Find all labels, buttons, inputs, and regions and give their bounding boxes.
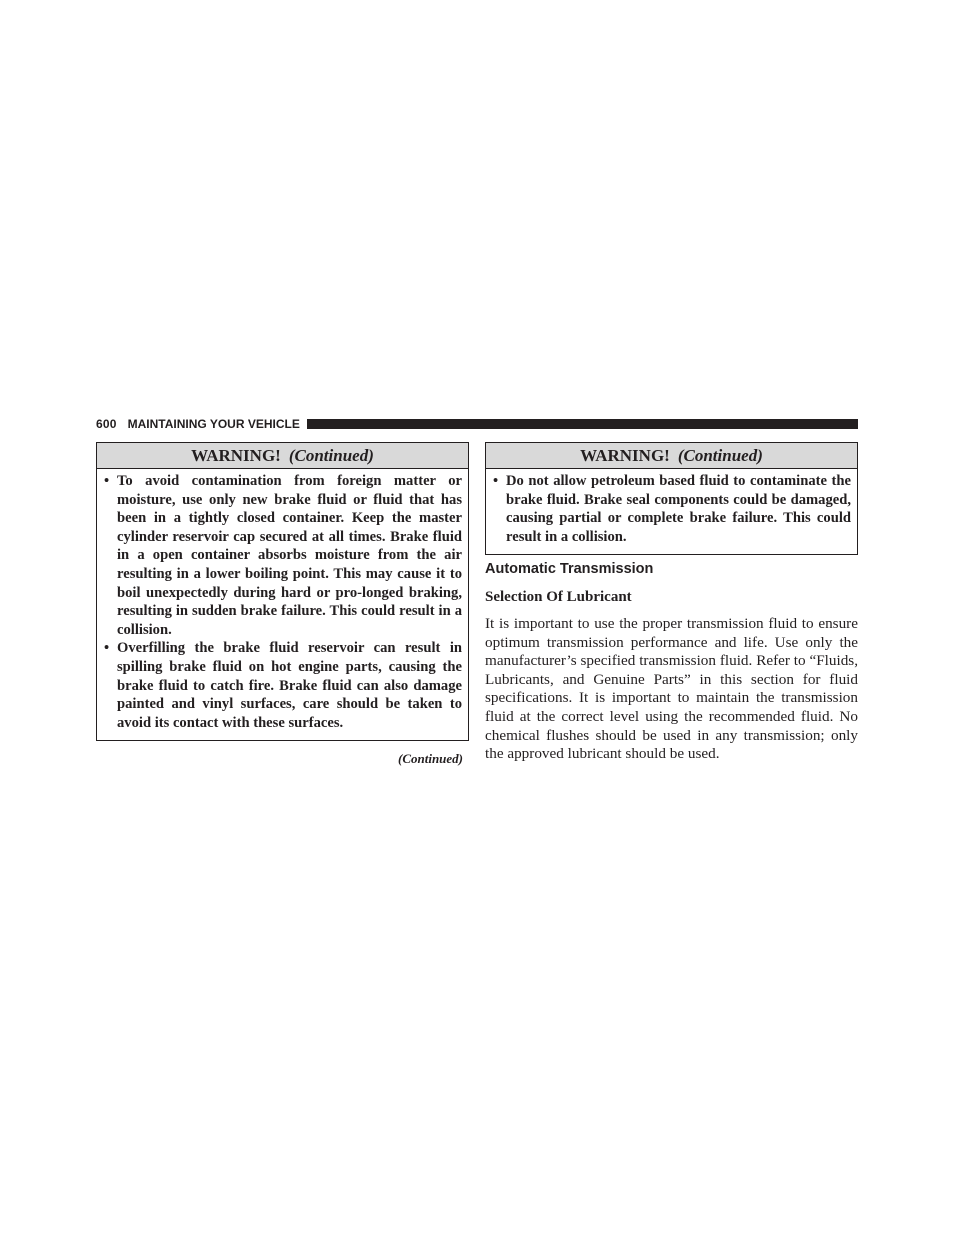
warning-header (97, 443, 468, 469)
warning-item (103, 472, 462, 639)
warning-item (492, 472, 851, 546)
warning-item-text: To avoid contamination from foreign matter or moisture, use only new brake fluid or fluid that has been in a tightly closed container. Keep the master cylinder reservoir cap secured at all times. Brake fluid in a open container absorbs moisture from the air resulting in a lower boiling point. This may cause it to boil unexpectedly during hard or pro-longed braking, resulting in sudden brake failure. This could result in a collision. (117, 473, 462, 638)
section-title: MAINTAINING YOUR VEHICLE (127, 417, 300, 431)
warning-title-continued: (Continued) (677, 445, 763, 465)
page-header (96, 417, 858, 431)
warning-title: WARNING! (191, 445, 281, 465)
header-rule (307, 419, 858, 429)
warning-item-text: Overfilling the brake fluid reservoir can result in spilling brake fluid on hot engine parts, causing the brake fluid to catch fire. Brake fluid can also damage painted and vinyl surfaces, care should be taken to avoid its contact with these surfaces. (117, 640, 462, 731)
warning-body (97, 469, 468, 736)
section-subheading: Selection Of Lubricant (485, 589, 632, 605)
warning-title-continued: (Continued) (288, 445, 374, 465)
warning-box-right (485, 442, 858, 555)
section-heading: Automatic Transmission (485, 561, 654, 577)
warning-header (486, 443, 857, 469)
warning-box-left (96, 442, 469, 741)
bullet-icon: • (104, 640, 110, 657)
bullet-icon: • (104, 473, 110, 489)
page-number: 600 (96, 417, 117, 431)
body-paragraph: It is important to use the proper transmission fluid to ensure optimum transmission performance and life. Use only the manufacturer’s specified transmission fluid. Refer to “Fluids, Lubricants, and Genuine Parts” in this section for fluid specifications. It is important to maintain the transmission fluid at the correct level using the recommended fluid. No chemical flushes should be used in any transmission; only the approved lubricant should be used. (485, 615, 858, 763)
warning-item-text: Do not allow petroleum based fluid to contaminate the brake fluid. Brake seal components could be damaged, causing partial or complete brake failure. This could result in a collision. (506, 473, 851, 545)
warning-item (103, 639, 462, 732)
warning-body (486, 469, 857, 550)
bullet-icon: • (493, 473, 499, 489)
warning-title: WARNING! (580, 445, 670, 465)
continued-note: (Continued) (397, 751, 463, 766)
